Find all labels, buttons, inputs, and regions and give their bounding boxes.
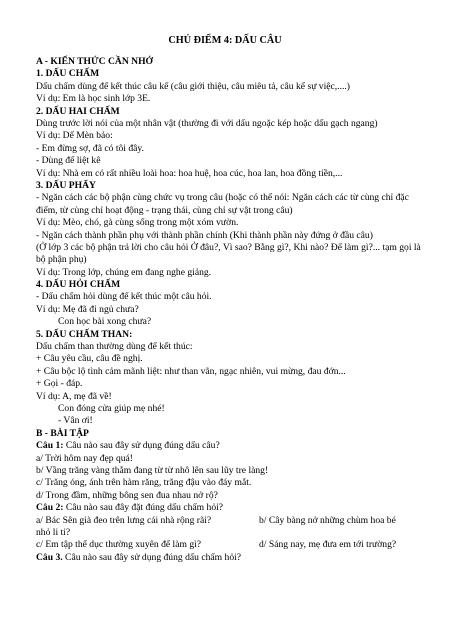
question-text: Câu nào sau đây sử dụng đúng dấu chấm hỏi? — [62, 551, 242, 563]
question-label: Câu 1: — [36, 440, 64, 452]
text-line: Con đóng cửa giúp mẹ nhé! — [58, 403, 165, 414]
text-line: + Gọi - đáp. — [36, 378, 83, 390]
text-line: Con học bài xong chưa? — [58, 316, 152, 328]
page-title: CHỦ ĐIỂM 4: DẤU CÂU — [168, 35, 282, 46]
document-body — [36, 56, 421, 564]
text-line: Ví dụ: Mèo, chó, gà cùng sống trong một xóm vườn. — [36, 217, 239, 229]
cham-than-heading: 5. DẤU CHẤM THAN: — [36, 328, 133, 340]
text-line: + Câu yêu cầu, câu đề nghị. — [36, 353, 143, 365]
options-row — [36, 515, 421, 527]
dau-cham-heading: 1. DẤU CHẤM — [36, 68, 100, 80]
text-line: Ví dụ: A, mẹ đã về! — [36, 390, 112, 402]
hoi-cham-heading: 4. DẤU HỎI CHẤM — [36, 279, 121, 291]
text-line: Ví dụ: Mẹ đã đi ngủ chưa? — [36, 303, 139, 315]
text-line: - Vân ơi! — [58, 415, 93, 427]
section-a-heading: A - KIẾN THỨC CẦN NHỚ — [36, 56, 153, 67]
option-c: c/ Em tập thể dục thường xuyên để làm gì? — [36, 539, 202, 551]
section-b-heading: B - BÀI TẬP — [36, 427, 89, 439]
text-line: Ví dụ: Nhà em có rất nhiều loài hoa: hoa huệ, hoa cúc, hoa lan, hoa đồng tiền,... — [36, 167, 343, 179]
question-text: Câu nào sau đây sử dụng đúng dấu câu? — [63, 440, 220, 452]
dau-phay-heading: 3. DẤU PHẨY — [36, 179, 96, 191]
question-3 — [36, 552, 421, 564]
text-line: Ví dụ: Em là học sinh lớp 3E. — [36, 93, 151, 105]
option-d: d/ Trong đầm, những bông sen đua nhau nở rộ? — [36, 489, 218, 501]
text-line: - Ngăn cách các bộ phận cùng chức vụ trong câu (hoặc có thể nói: Ngăn cách các từ cùng chỉ đặc điểm, từ cùng chỉ hoạt động - trạng thái, cùng chỉ sự vật trong câu) — [36, 192, 409, 216]
option-c: c/ Trăng óng, ánh trên hàm răng, trăng đậu vào đáy mắt. — [36, 477, 252, 489]
text-line: - Dùng để liệt kê — [36, 155, 101, 167]
option-a: a/ Bác Sên già đeo trên lưng cái nhà rộng rãi? — [36, 514, 212, 526]
text-line: Dấu chấm dùng để kết thúc câu kể (câu giới thiệu, câu miêu tả, câu kể sự việc,....) — [36, 80, 350, 92]
text-line: + Câu bộc lộ tình cảm mãnh liệt: như than vãn, ngạc nhiên, vui mừng, đau đớn... — [36, 365, 346, 377]
question-label: Câu 3. — [36, 551, 63, 563]
option-d: d/ Sáng nay, mẹ đưa em tới trường? — [259, 539, 397, 551]
hai-cham-heading: 2. DẤU HAI CHẤM — [36, 105, 120, 117]
question-label: Câu 2: — [36, 502, 64, 514]
option-b: b/ Cây bàng nở những chùm hoa bé — [259, 514, 396, 526]
options-row — [36, 539, 421, 551]
option-a: a/ Trời hôm nay đẹp quá! — [36, 452, 134, 464]
text-line: Ví dụ: Trong lớp, chúng em đang nghe giảng. — [36, 266, 212, 278]
text-line: - Dấu chấm hỏi dùng để kết thúc một câu hỏi. — [36, 291, 212, 303]
text-line: (Ở lớp 3 các bộ phận trả lời cho câu hỏi Ở đâu?, Vì sao? Bằng gì?, Khi nào? Để làm gì?... tạm gọi là bộ phận phụ) — [36, 241, 421, 266]
question-1 — [36, 440, 421, 452]
option-b: b/ Vầng trăng vàng thẳm đang từ từ nhô lên sau lũy tre làng! — [36, 464, 269, 476]
text-line: Ví dụ: Dế Mèn bảo: — [36, 130, 113, 142]
option-b-continued: nhỏ li ti? — [36, 526, 71, 538]
text-line: Dấu chấm than thường dùng để kết thúc: — [36, 341, 193, 353]
question-2 — [36, 502, 421, 514]
question-text: Câu nào sau đây đặt đúng dấu chấm hỏi? — [63, 502, 224, 514]
text-line: Dùng trước lời nói của một nhân vật (thường đi với dấu ngoặc kép hoặc dấu gạch ngang) — [36, 117, 378, 129]
text-line: - Ngăn cách thành phần phụ với thành phần chính (Khi thành phần này đứng ở đầu câu) — [36, 229, 373, 241]
text-line: - Em đừng sợ, đã có tôi đây. — [36, 142, 144, 154]
